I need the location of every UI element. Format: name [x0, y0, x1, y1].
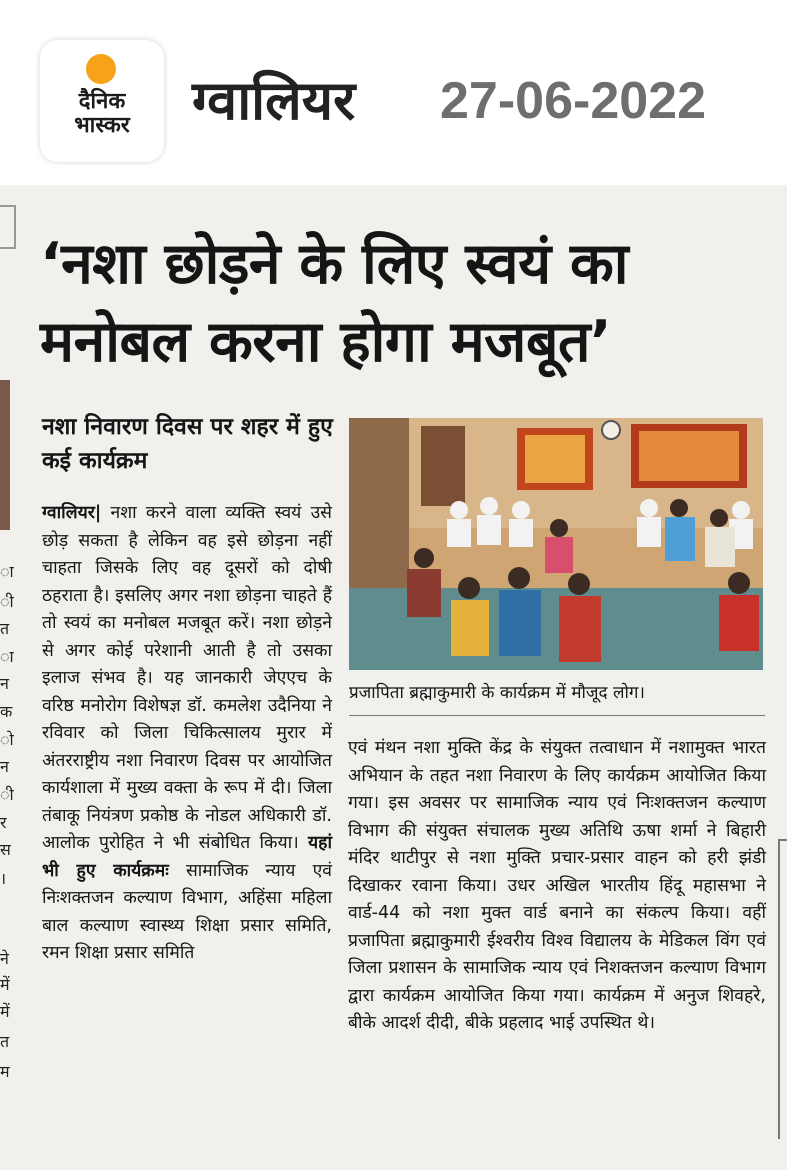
event-photo-illustration: [349, 418, 763, 670]
photo-caption: प्रजापिता ब्रह्माकुमारी के कार्यक्रम में मौजूद लोग।: [349, 683, 645, 703]
logo-text-line2: भास्कर: [74, 113, 130, 138]
adjacent-article-border: [778, 839, 787, 1139]
body-paragraph-2: सामाजिक न्याय एवं निःशक्तजन कल्याण विभाग, अहिंसा महिला बाल कल्याण स्वास्थ्य शिक्षा प्रसार समिति, रमन शिक्षा प्रसार समिति: [42, 860, 332, 963]
adjacent-column-char: ा: [0, 562, 14, 581]
adjacent-column-char: न: [0, 674, 9, 693]
adjacent-column-char: ो: [0, 730, 14, 749]
adjacent-photo-fragment: [0, 380, 10, 530]
sun-icon: [86, 54, 116, 84]
adjacent-column-char: त: [0, 619, 10, 638]
article-body-right-column: एवं मंथन नशा मुक्ति केंद्र के संयुक्त तत्वाधान में नशामुक्त भारत अभियान के तहत नशा निवारण के लिए कार्यक्रम आयोजित किया गया। इस अवसर पर सामाजिक न्याय एवं निःशक्तजन कल्याण विभाग की संयुक्त संचालक मुख्य अतिथि ऊषा शर्मा ने बिहारी मंदिर थाटीपुर से नशा मुक्ति प्रचार-प्रसार वाहन को हरी झंडी दिखाकर रवाना किया। उधर अखिल भारतीय हिंदू महासभा ने वार्ड-44 को नशा मुक्त वार्ड बनाने का संकल्प किया। वहीं प्रजापिता ब्रह्माकुमारी ईश्वरीय विश्व विद्यालय के मेडिकल विंग एवं जिला प्रशासन के सामाजिक न्याय एवं निशक्तजन कल्याण विभाग द्वारा कार्यक्रम आयोजित किया गया। कार्यक्रम में अनुज शिवहरे, बीके आदर्श दीदी, बीके प्रहलाद भाई उपस्थित थे।: [348, 738, 766, 1033]
adjacent-column-char: क: [0, 702, 13, 721]
event-photo: [349, 418, 763, 670]
edition-date: 27-06-2022: [440, 72, 706, 130]
adjacent-column-char: में: [0, 975, 10, 994]
city-edition: ग्वालियर: [192, 69, 356, 132]
adjacent-column-char: न: [0, 757, 9, 776]
dainik-bhaskar-logo: [40, 40, 164, 162]
caption-divider: [349, 715, 765, 716]
article-headline: ‘नशा छोड़ने के लिए स्वयं का मनोबल करना होगा मजबूत’: [40, 231, 629, 375]
adjacent-column-char: र: [0, 813, 7, 832]
adjacent-column-char: ने: [0, 949, 9, 968]
body-paragraph-1: नशा करने वाला व्यक्ति स्वयं उसे छोड़ सकता है लेकिन वह इसे छोड़ना नहीं चाहता जिसके लिए वह दूसरों को दोषी ठहराता है। इसलिए अगर नशा छोड़ना चाहते हैं तो स्वयं का मनोबल मजबूत करें। नशा छोड़ने से अगर कोई परेशानी आती है तो उसका इलाज संभव है। यह जानकारी जेएएच के वरिष्ठ मनोरोग विशेषज्ञ डॉ. कमलेश उदैनिया ने रविवार को जिला चिकित्सालय मुरार में अंतरराष्ट्रीय नशा निवारण दिवस पर आयोजित कार्यशाला में मुख्य वक्ता के रूप में दी। जिला तंबाकू नियंत्रण प्रकोष्ठ के नोडल अधिकारी डॉ. आलोक पुरोहित ने भी संबोधित किया।: [42, 503, 332, 853]
adjacent-column-char: स: [0, 840, 11, 859]
newspaper-header: [0, 0, 787, 185]
dateline: ग्वालियर|: [42, 503, 102, 523]
adjacent-column-char: ी: [0, 592, 14, 611]
subsection-title: यहां भी हुए कार्यक्रमः: [42, 833, 332, 881]
adjacent-column-fragment: [0, 185, 14, 1170]
adjacent-column-char: ा: [0, 647, 14, 666]
adjacent-column-char: त: [0, 1032, 10, 1051]
adjacent-column-char: में: [0, 1002, 10, 1021]
article-body-left-column: [42, 500, 332, 968]
adjacent-column-char: ।: [0, 869, 7, 888]
adjacent-column-char: ी: [0, 785, 14, 804]
article-subheadline: नशा निवारण दिवस पर शहर में हुए कई कार्यक्रम: [42, 414, 333, 474]
newspaper-clipping: [0, 185, 787, 1170]
adjacent-column-char: म: [0, 1062, 10, 1081]
logo-text-line1: दैनिक: [78, 89, 126, 114]
adjacent-box-border: [0, 205, 16, 249]
